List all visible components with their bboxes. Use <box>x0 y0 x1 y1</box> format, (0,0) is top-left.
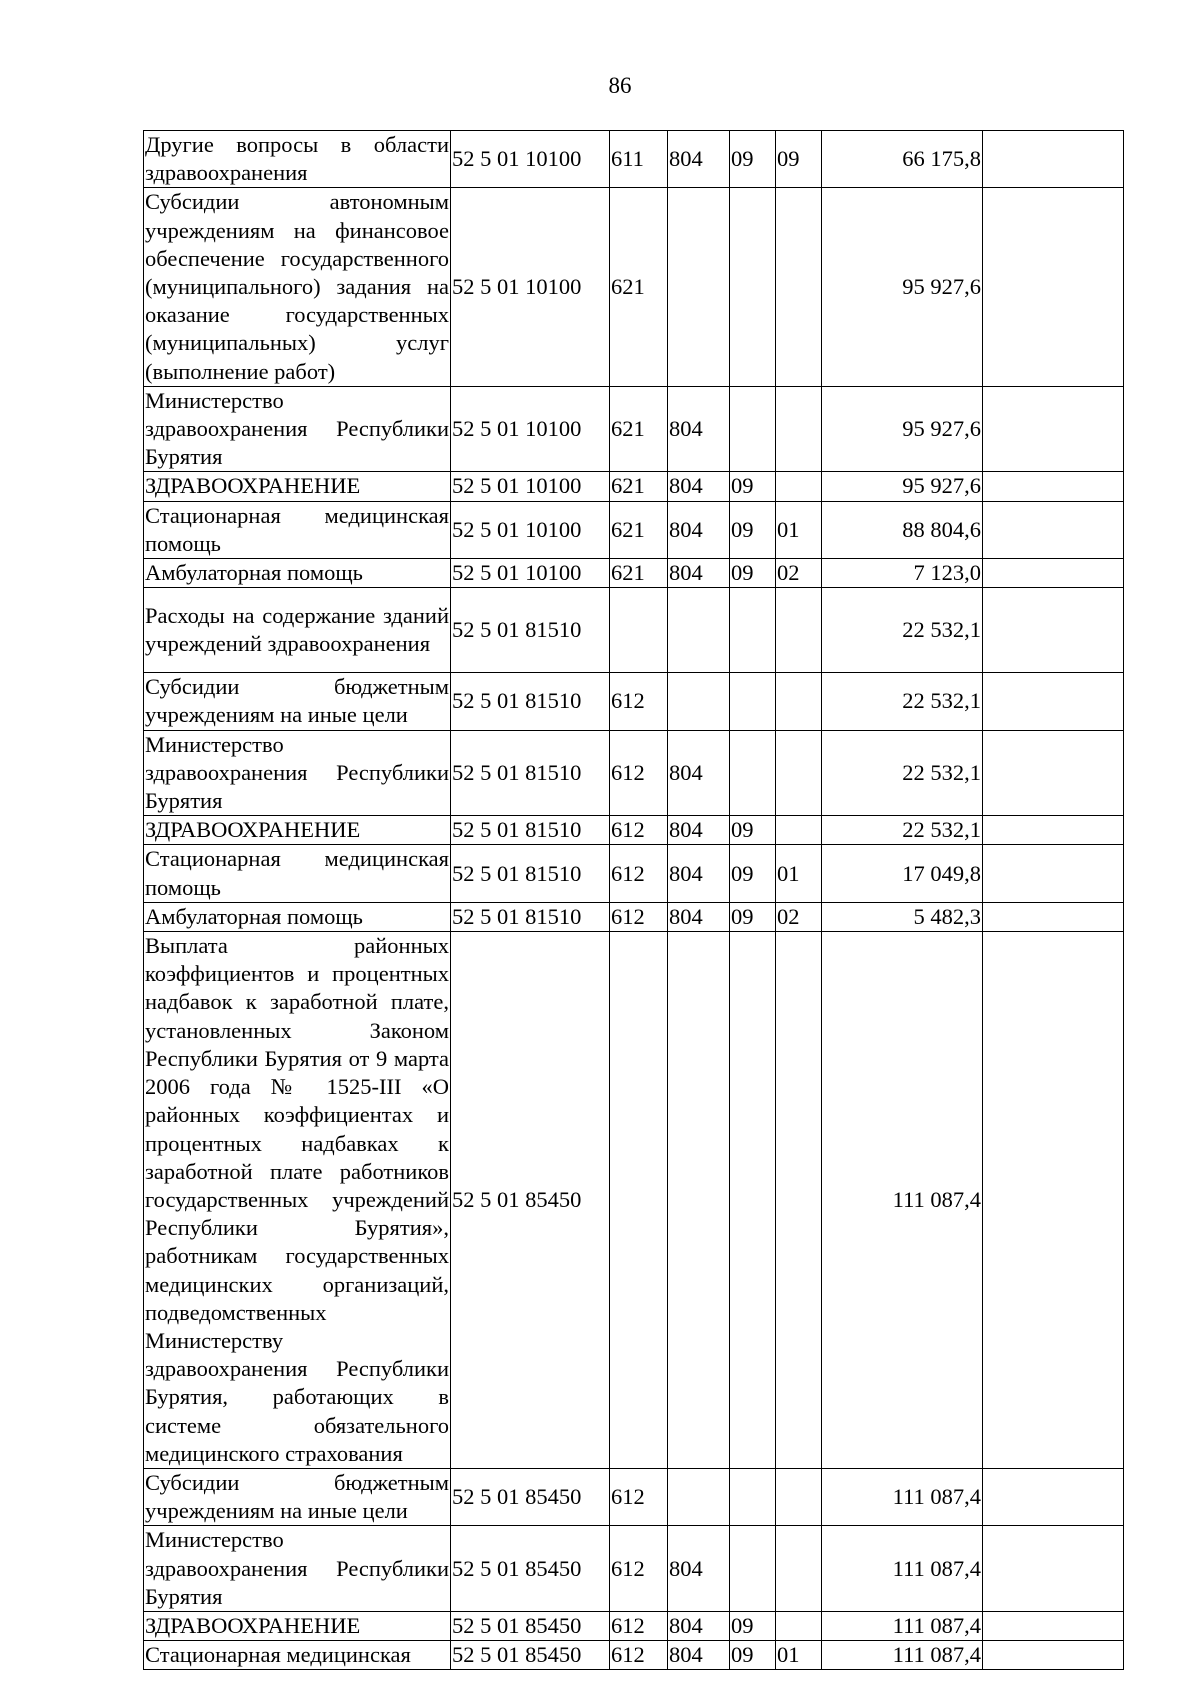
subsection-cell: 01 <box>776 845 822 902</box>
item-name-cell: Амбулаторная помощь <box>144 559 451 588</box>
subsection-cell: 01 <box>776 501 822 558</box>
table-row <box>144 501 1124 558</box>
empty-cell <box>983 673 1124 730</box>
expense-type-cell: 612 <box>610 1611 668 1640</box>
target-code-cell: 52 5 01 10100 <box>451 386 610 472</box>
expense-type-cell: 612 <box>610 1641 668 1670</box>
subsection-cell <box>776 1611 822 1640</box>
empty-cell <box>983 1468 1124 1525</box>
subsection-cell <box>776 932 822 1469</box>
table-row <box>144 131 1124 188</box>
item-name-cell: Другие вопросы в области здравоохранения <box>144 131 451 188</box>
expense-type-cell <box>610 932 668 1469</box>
table-row <box>144 559 1124 588</box>
empty-cell <box>983 1526 1124 1612</box>
subsection-cell <box>776 386 822 472</box>
expense-type-cell: 612 <box>610 1468 668 1525</box>
empty-cell <box>983 188 1124 386</box>
amount-cell: 95 927,6 <box>822 386 983 472</box>
department-code-cell <box>668 673 730 730</box>
item-name-cell: Министерство здравоохранения Республики Бурятия <box>144 1526 451 1612</box>
department-code-cell <box>668 932 730 1469</box>
expense-type-cell: 621 <box>610 386 668 472</box>
section-cell: 09 <box>730 131 776 188</box>
amount-cell: 22 532,1 <box>822 588 983 673</box>
department-code-cell: 804 <box>668 1611 730 1640</box>
department-code-cell: 804 <box>668 902 730 931</box>
item-name-cell: Министерство здравоохранения Республики Бурятия <box>144 730 451 816</box>
budget-table <box>143 130 1124 1670</box>
target-code-cell: 52 5 01 85450 <box>451 1526 610 1612</box>
department-code-cell <box>668 1468 730 1525</box>
amount-cell: 95 927,6 <box>822 472 983 501</box>
section-cell: 09 <box>730 1611 776 1640</box>
section-cell <box>730 588 776 673</box>
section-cell: 09 <box>730 559 776 588</box>
item-name-cell: Субсидии бюджетным учреждениям на иные цели <box>144 1468 451 1525</box>
expense-type-cell: 612 <box>610 1526 668 1612</box>
target-code-cell: 52 5 01 10100 <box>451 188 610 386</box>
table-row <box>144 1468 1124 1525</box>
amount-cell: 7 123,0 <box>822 559 983 588</box>
item-name-cell: ЗДРАВООХРАНЕНИЕ <box>144 1611 451 1640</box>
empty-cell <box>983 932 1124 1469</box>
item-name-cell: Расходы на содержание зданий учреждений здравоохранения <box>144 588 451 673</box>
expense-type-cell: 612 <box>610 816 668 845</box>
target-code-cell: 52 5 01 85450 <box>451 932 610 1469</box>
department-code-cell: 804 <box>668 386 730 472</box>
amount-cell: 88 804,6 <box>822 501 983 558</box>
item-name-cell: Выплата районных коэффициентов и процентных надбавок к заработной плате, установленных Законом Республики Бурятия от 9 марта 2006 года № 1525-III «О районных коэффициентах и процентных надбавках к заработной плате работников государственных учреждений Республики Бурятия», работникам государственных медицинских организаций, подведомственных Министерству здравоохранения Республики Бурятия, работающих в системе обязательного медицинского страхования <box>144 932 451 1469</box>
table-row <box>144 816 1124 845</box>
amount-cell: 111 087,4 <box>822 932 983 1469</box>
table-row <box>144 588 1124 673</box>
empty-cell <box>983 1611 1124 1640</box>
section-cell <box>730 1468 776 1525</box>
department-code-cell: 804 <box>668 845 730 902</box>
target-code-cell: 52 5 01 81510 <box>451 845 610 902</box>
item-name-cell: Субсидии бюджетным учреждениям на иные цели <box>144 673 451 730</box>
empty-cell <box>983 472 1124 501</box>
page-number: 86 <box>608 73 632 98</box>
table-row <box>144 673 1124 730</box>
table-body <box>144 131 1124 1670</box>
empty-cell <box>983 845 1124 902</box>
empty-cell <box>983 501 1124 558</box>
subsection-cell <box>776 472 822 501</box>
section-cell <box>730 1526 776 1612</box>
section-cell: 09 <box>730 472 776 501</box>
empty-cell <box>983 588 1124 673</box>
table-row <box>144 1526 1124 1612</box>
section-cell <box>730 188 776 386</box>
amount-cell: 22 532,1 <box>822 673 983 730</box>
subsection-cell <box>776 730 822 816</box>
expense-type-cell: 612 <box>610 673 668 730</box>
amount-cell: 5 482,3 <box>822 902 983 931</box>
table-row <box>144 845 1124 902</box>
expense-type-cell: 611 <box>610 131 668 188</box>
amount-cell: 111 087,4 <box>822 1611 983 1640</box>
subsection-cell <box>776 673 822 730</box>
item-name-cell: ЗДРАВООХРАНЕНИЕ <box>144 816 451 845</box>
subsection-cell <box>776 1526 822 1612</box>
target-code-cell: 52 5 01 81510 <box>451 816 610 845</box>
subsection-cell: 02 <box>776 902 822 931</box>
subsection-cell: 09 <box>776 131 822 188</box>
empty-cell <box>983 131 1124 188</box>
item-name-cell: Стационарная медицинская <box>144 1641 451 1670</box>
section-cell <box>730 932 776 1469</box>
table-row <box>144 1611 1124 1640</box>
empty-cell <box>983 902 1124 931</box>
section-cell: 09 <box>730 1641 776 1670</box>
subsection-cell <box>776 188 822 386</box>
item-name-cell: Стационарная медицинская помощь <box>144 501 451 558</box>
empty-cell <box>983 730 1124 816</box>
target-code-cell: 52 5 01 85450 <box>451 1611 610 1640</box>
target-code-cell: 52 5 01 81510 <box>451 588 610 673</box>
expense-type-cell: 621 <box>610 188 668 386</box>
empty-cell <box>983 816 1124 845</box>
target-code-cell: 52 5 01 85450 <box>451 1468 610 1525</box>
target-code-cell: 52 5 01 10100 <box>451 131 610 188</box>
department-code-cell: 804 <box>668 816 730 845</box>
section-cell <box>730 673 776 730</box>
amount-cell: 22 532,1 <box>822 730 983 816</box>
department-code-cell: 804 <box>668 730 730 816</box>
section-cell: 09 <box>730 816 776 845</box>
target-code-cell: 52 5 01 10100 <box>451 501 610 558</box>
item-name-cell: Министерство здравоохранения Республики Бурятия <box>144 386 451 472</box>
subsection-cell: 02 <box>776 559 822 588</box>
table-row <box>144 902 1124 931</box>
amount-cell: 111 087,4 <box>822 1641 983 1670</box>
expense-type-cell: 621 <box>610 559 668 588</box>
expense-type-cell: 612 <box>610 902 668 931</box>
amount-cell: 111 087,4 <box>822 1468 983 1525</box>
expense-type-cell: 612 <box>610 845 668 902</box>
subsection-cell <box>776 816 822 845</box>
expense-type-cell <box>610 588 668 673</box>
department-code-cell: 804 <box>668 1641 730 1670</box>
subsection-cell <box>776 1468 822 1525</box>
item-name-cell: Субсидии автономным учреждениям на финансовое обеспечение государственного (муниципального) задания на оказание государственных (муниципальных) услуг (выполнение работ) <box>144 188 451 386</box>
department-code-cell: 804 <box>668 1526 730 1612</box>
table-row <box>144 188 1124 386</box>
target-code-cell: 52 5 01 10100 <box>451 472 610 501</box>
subsection-cell: 01 <box>776 1641 822 1670</box>
table-row <box>144 1641 1124 1670</box>
department-code-cell <box>668 588 730 673</box>
section-cell <box>730 386 776 472</box>
item-name-cell: Стационарная медицинская помощь <box>144 845 451 902</box>
section-cell: 09 <box>730 902 776 931</box>
section-cell: 09 <box>730 501 776 558</box>
target-code-cell: 52 5 01 10100 <box>451 559 610 588</box>
amount-cell: 111 087,4 <box>822 1526 983 1612</box>
amount-cell: 17 049,8 <box>822 845 983 902</box>
target-code-cell: 52 5 01 81510 <box>451 673 610 730</box>
table-row <box>144 730 1124 816</box>
expense-type-cell: 621 <box>610 501 668 558</box>
table-row <box>144 932 1124 1469</box>
table-row <box>144 472 1124 501</box>
empty-cell <box>983 1641 1124 1670</box>
department-code-cell: 804 <box>668 501 730 558</box>
department-code-cell <box>668 188 730 386</box>
item-name-cell: Амбулаторная помощь <box>144 902 451 931</box>
amount-cell: 22 532,1 <box>822 816 983 845</box>
empty-cell <box>983 386 1124 472</box>
subsection-cell <box>776 588 822 673</box>
department-code-cell: 804 <box>668 559 730 588</box>
department-code-cell: 804 <box>668 131 730 188</box>
amount-cell: 95 927,6 <box>822 188 983 386</box>
department-code-cell: 804 <box>668 472 730 501</box>
section-cell <box>730 730 776 816</box>
empty-cell <box>983 559 1124 588</box>
target-code-cell: 52 5 01 81510 <box>451 902 610 931</box>
target-code-cell: 52 5 01 85450 <box>451 1641 610 1670</box>
amount-cell: 66 175,8 <box>822 131 983 188</box>
section-cell: 09 <box>730 845 776 902</box>
expense-type-cell: 621 <box>610 472 668 501</box>
table-row <box>144 386 1124 472</box>
item-name-cell: ЗДРАВООХРАНЕНИЕ <box>144 472 451 501</box>
expense-type-cell: 612 <box>610 730 668 816</box>
target-code-cell: 52 5 01 81510 <box>451 730 610 816</box>
